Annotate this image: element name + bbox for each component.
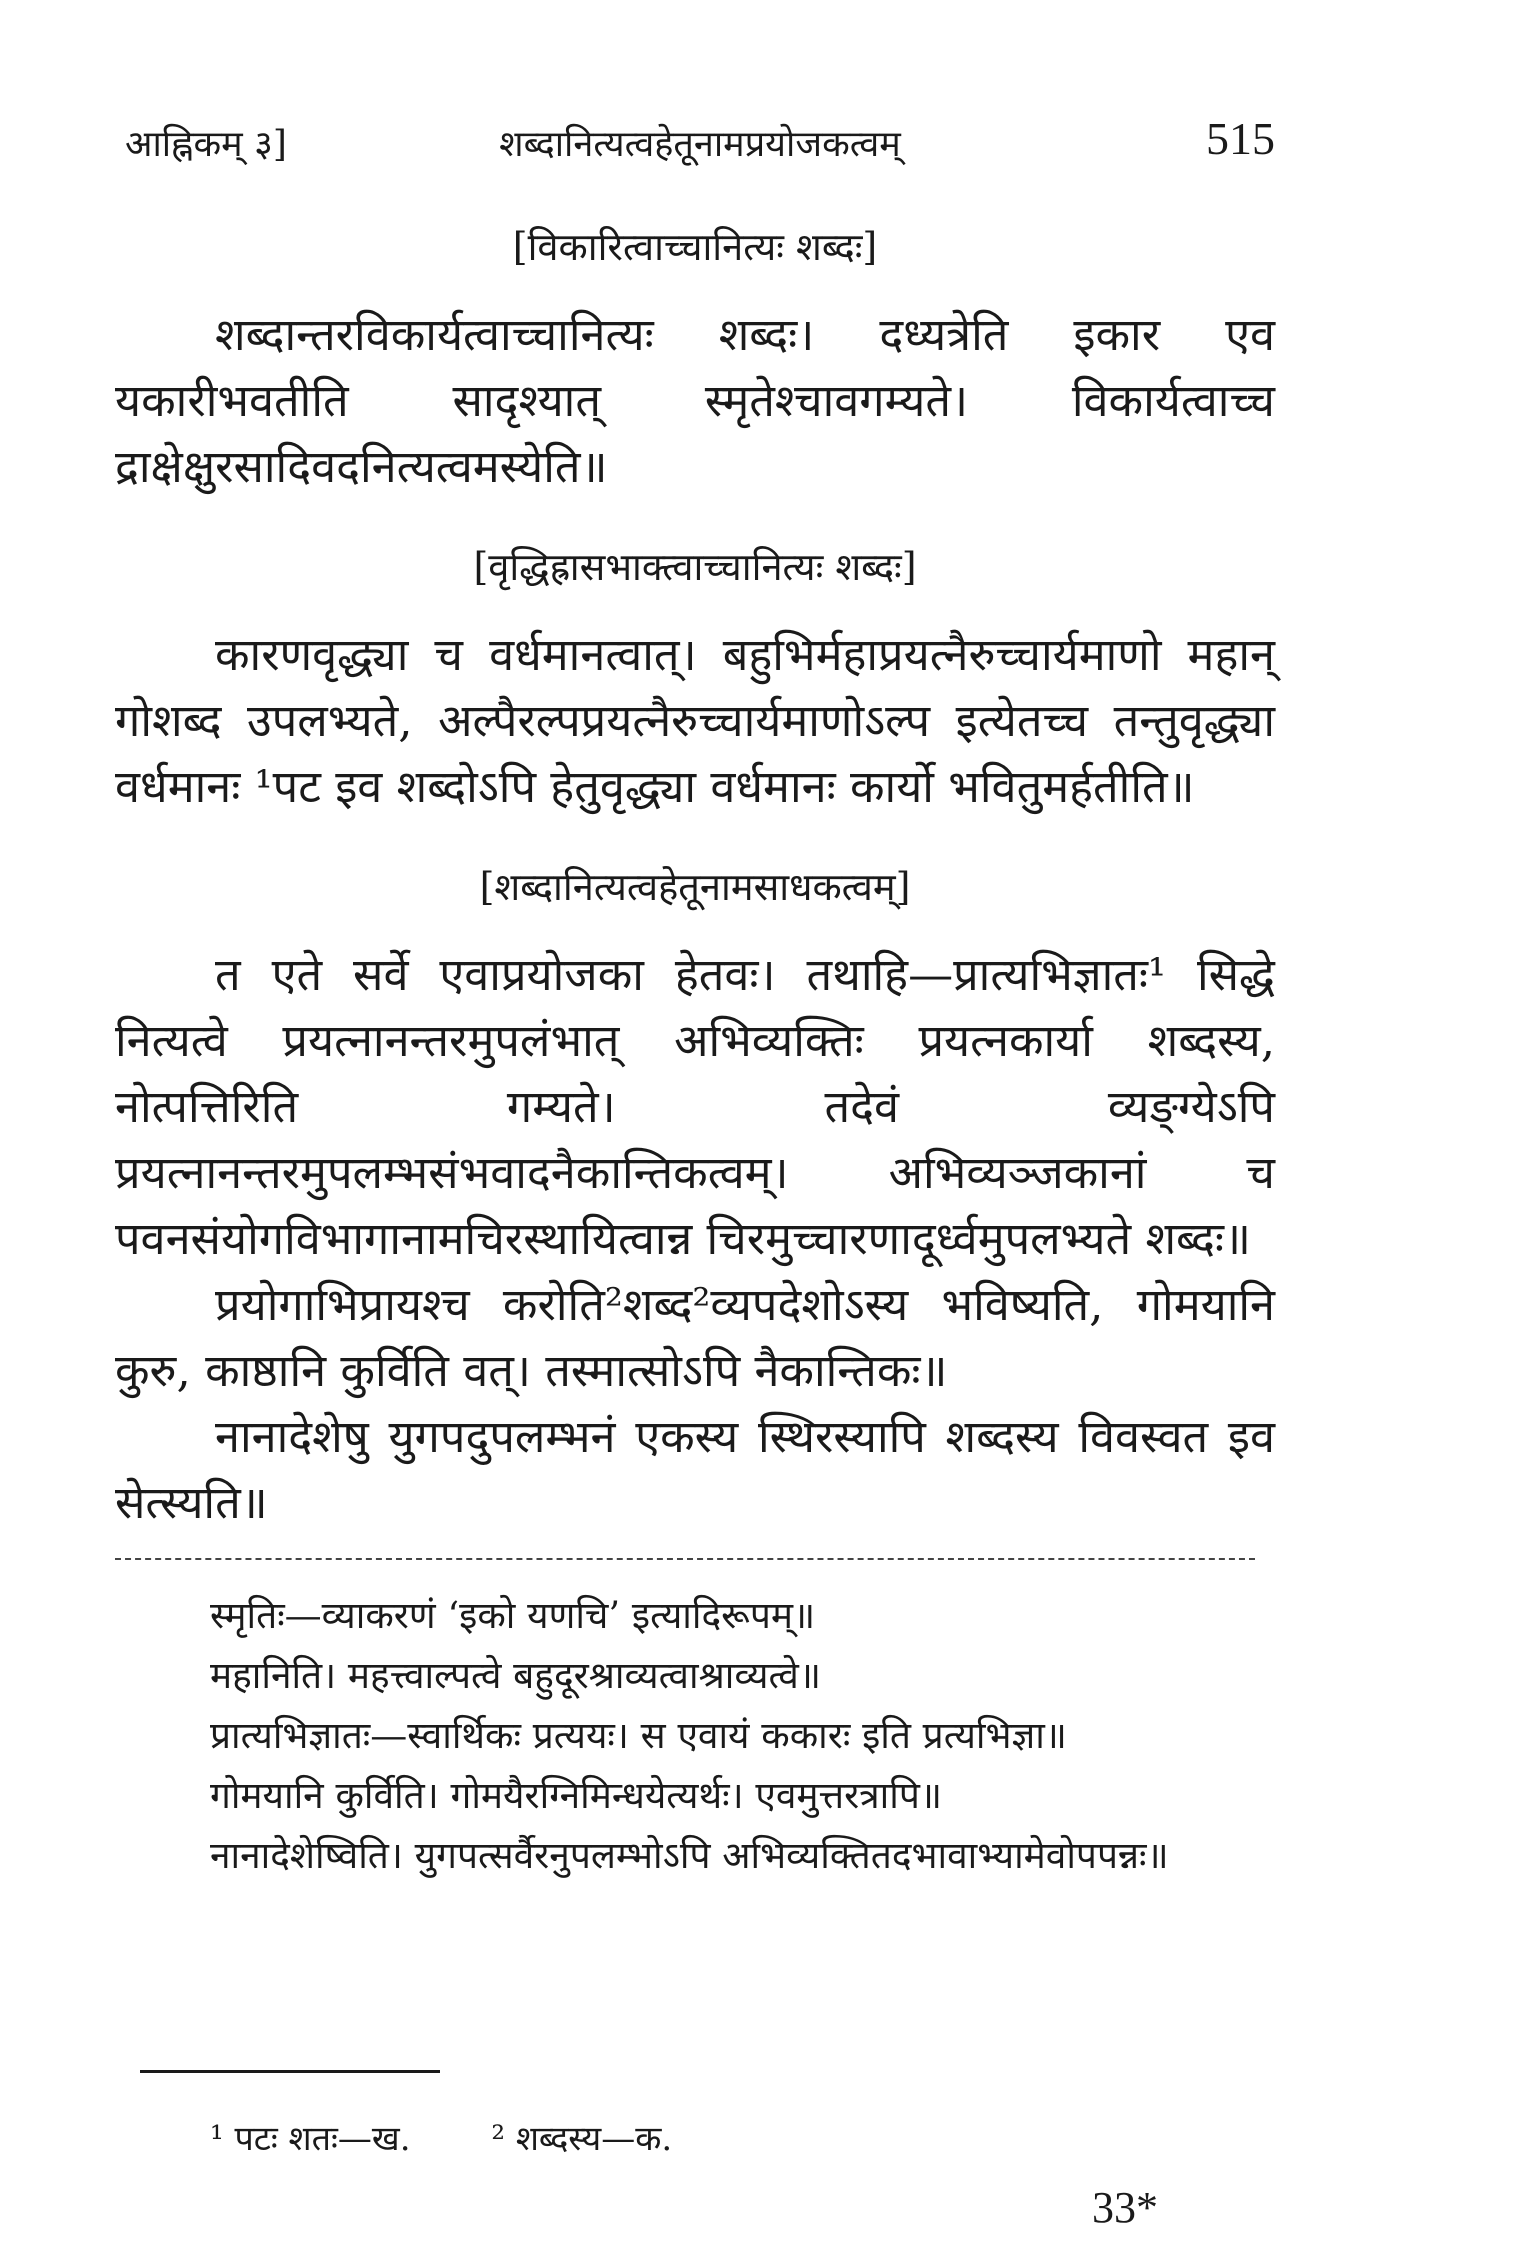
commentary-line: गोमयानि कुर्विति। गोमयैरग्निमिन्धयेत्यर्थः। एवमुत्तरत्रापि॥ <box>210 1774 943 1817</box>
commentary-line: नानादेशेष्विति। युगपत्सर्वैरनुपलम्भोऽपि अभिव्यक्तितदभावाभ्यामेवोपपन्नः॥ <box>210 1834 1169 1877</box>
section-heading-vriddhi-hrasa: [वृद्धिह्रासभाक्त्वाच्चानित्यः शब्दः] <box>473 545 917 589</box>
paragraph: त एते सर्वे एवाप्रयोजका हेतवः। तथाहि—प्रात्यभिज्ञातः¹ सिद्धे नित्यत्वे प्रयत्नानन्तरमुपलंभात् अभिव्यक्तिः प्रयत्नकार्या शब्दस्य, नोत्पत्तिरिति गम्यते। तदेवं व्यङ्ग्येऽपि प्रयत्नानन्तरमुपलम्भसंभवादनैकान्तिकत्वम्। अभिव्यञ्जकानां च पवनसंयोगविभागानामचिरस्थायित्वान्न चिरमुच्चारणादूर्ध्वमुपलभ्यते शब्दः॥ <box>115 948 1275 1265</box>
footnote-2: ² शब्दस्य—क. <box>491 2119 673 2159</box>
running-title: शब्दानित्यत्वहेतूनामप्रयोजकत्वम् <box>499 124 901 165</box>
commentary-separator <box>115 1558 1255 1560</box>
paragraph: शब्दान्तरविकार्यत्वाच्चानित्यः शब्दः। दध्यत्रेति इकार एव यकारीभवतीति सादृश्यात् स्मृतेश्चावगम्यते। विकार्यत्वाच्च द्राक्षेक्षुरसादिवदनित्यत्वमस्येति॥ <box>115 308 1275 493</box>
signature-mark: 33* <box>1092 2183 1158 2232</box>
paragraph: कारणवृद्ध्या च वर्धमानत्वात्। बहुभिर्महाप्रयत्नैरुच्चार्यमाणो महान् गोशब्द उपलभ्यते, अल्पैरल्पप्रयत्नैरुच्चार्यमाणोऽल्प इत्येतच्च तन्तुवृद्ध्या वर्धमानः ¹पट इव शब्दोऽपि हेतुवृद्ध्या वर्धमानः कार्यो भवितुमर्हतीति॥ <box>115 628 1275 813</box>
commentary-line: स्मृतिः—व्याकरणं ‘इको यणचि’ इत्यादिरूपम्॥ <box>210 1594 816 1637</box>
footnotes <box>210 2114 742 2160</box>
page-number: 515 <box>1206 113 1275 164</box>
section-heading-asadhakatva: [शब्दानित्यत्वहेतूनामसाधकत्वम्] <box>479 865 911 909</box>
paragraph: नानादेशेषु युगपदुपलम्भनं एकस्य स्थिरस्यापि शब्दस्य विवस्वत इव सेत्स्यति॥ <box>115 1410 1275 1529</box>
footnote-1: ¹ पटः शतः—ख. <box>210 2119 411 2159</box>
footnote-rule <box>140 2070 440 2073</box>
main-text <box>115 220 1275 1886</box>
commentary-line: प्रात्यभिज्ञातः—स्वार्थिकः प्रत्ययः। स एवायं ककारः इति प्रत्यभिज्ञा॥ <box>210 1714 1067 1757</box>
running-header <box>125 113 1275 178</box>
commentary <box>115 1586 1275 1886</box>
section-heading-vikaritva: [विकारित्वाच्चानित्यः शब्दः] <box>512 225 878 269</box>
commentary-line: महानिति। महत्त्वाल्पत्वे बहुदूरश्राव्यत्वाश्राव्यत्वे॥ <box>210 1654 822 1697</box>
chapter-label: आह्निकम् ३] <box>125 124 287 165</box>
paragraph: प्रयोगाभिप्रायश्च करोति²शब्द²व्यपदेशोऽस्य भविष्यति, गोमयानि कुरु, काष्ठानि कुर्विति वत्। तस्मात्सोऽपि नैकान्तिकः॥ <box>115 1278 1275 1397</box>
